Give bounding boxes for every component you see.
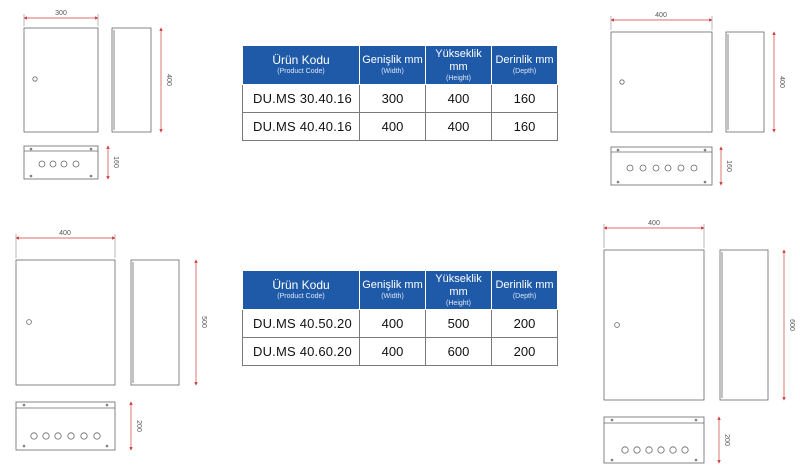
- header-width: Genişlik mm (Width): [360, 46, 426, 85]
- cell-width: 400: [360, 113, 426, 141]
- dim-width-label: 400: [59, 230, 71, 237]
- cell-product-code: DU.MS 40.60.20: [243, 338, 360, 366]
- dim-width-label: 300: [55, 10, 67, 17]
- dim-depth-label: 160: [725, 160, 732, 172]
- dim-depth-label: 200: [723, 434, 730, 446]
- bottom-view: [604, 417, 704, 463]
- cell-height: 400: [426, 85, 492, 113]
- bottom-view: [611, 147, 712, 185]
- front-view: [24, 28, 98, 132]
- cell-width: 400: [360, 338, 426, 366]
- header-depth: Derinlik mm (Depth): [492, 271, 558, 310]
- lock-icon: [27, 320, 32, 325]
- header-depth: Derinlik mm (Depth): [492, 46, 558, 85]
- dim-width-label: 400: [648, 220, 660, 227]
- side-view: [112, 28, 151, 132]
- cell-depth: 200: [492, 310, 558, 338]
- drawing-top-right: [611, 32, 764, 185]
- cell-depth: 160: [492, 113, 558, 141]
- lock-icon: [615, 323, 620, 328]
- lock-icon: [33, 77, 37, 81]
- dim-height-label: 600: [788, 319, 795, 331]
- dim-height-label: 500: [200, 316, 207, 328]
- side-view: [726, 32, 764, 132]
- front-view: [611, 32, 712, 132]
- side-view: [131, 260, 179, 385]
- dim-height-label: 400: [165, 74, 172, 86]
- cell-height: 400: [426, 113, 492, 141]
- table-header-row: [243, 271, 558, 310]
- bottom-view: [16, 402, 115, 450]
- cell-width: 300: [360, 85, 426, 113]
- dim-depth-label: 200: [135, 420, 142, 432]
- cell-width: 400: [360, 310, 426, 338]
- lock-icon: [620, 80, 624, 84]
- front-view: [604, 250, 704, 400]
- header-height: Yükseklik mm (Height): [426, 271, 492, 310]
- front-view: [16, 260, 115, 385]
- cell-depth: 200: [492, 338, 558, 366]
- header-product-code: Ürün Kodu (Product Code): [243, 46, 360, 85]
- table-row: [243, 310, 558, 338]
- cell-depth: 160: [492, 85, 558, 113]
- table-row: [243, 338, 558, 366]
- drawing-bottom-left: [16, 260, 179, 450]
- product-spec-table: [242, 270, 558, 366]
- dim-depth-label: 160: [112, 156, 119, 168]
- header-product-code: Ürün Kodu (Product Code): [243, 271, 360, 310]
- side-view: [720, 250, 768, 400]
- header-height: Yükseklik mm (Height): [426, 46, 492, 85]
- product-spec-table: [242, 45, 558, 141]
- table-row: [243, 113, 558, 141]
- cell-product-code: DU.MS 30.40.16: [243, 85, 360, 113]
- header-width: Genişlik mm (Width): [360, 271, 426, 310]
- table-row: [243, 85, 558, 113]
- drawing-top-left: [24, 28, 151, 179]
- cell-product-code: DU.MS 40.50.20: [243, 310, 360, 338]
- table-header-row: [243, 46, 558, 85]
- dim-height-label: 400: [778, 76, 785, 88]
- dim-width-label: 400: [655, 12, 667, 19]
- cell-height: 500: [426, 310, 492, 338]
- cell-height: 600: [426, 338, 492, 366]
- drawing-bottom-right: [604, 250, 768, 463]
- cell-product-code: DU.MS 40.40.16: [243, 113, 360, 141]
